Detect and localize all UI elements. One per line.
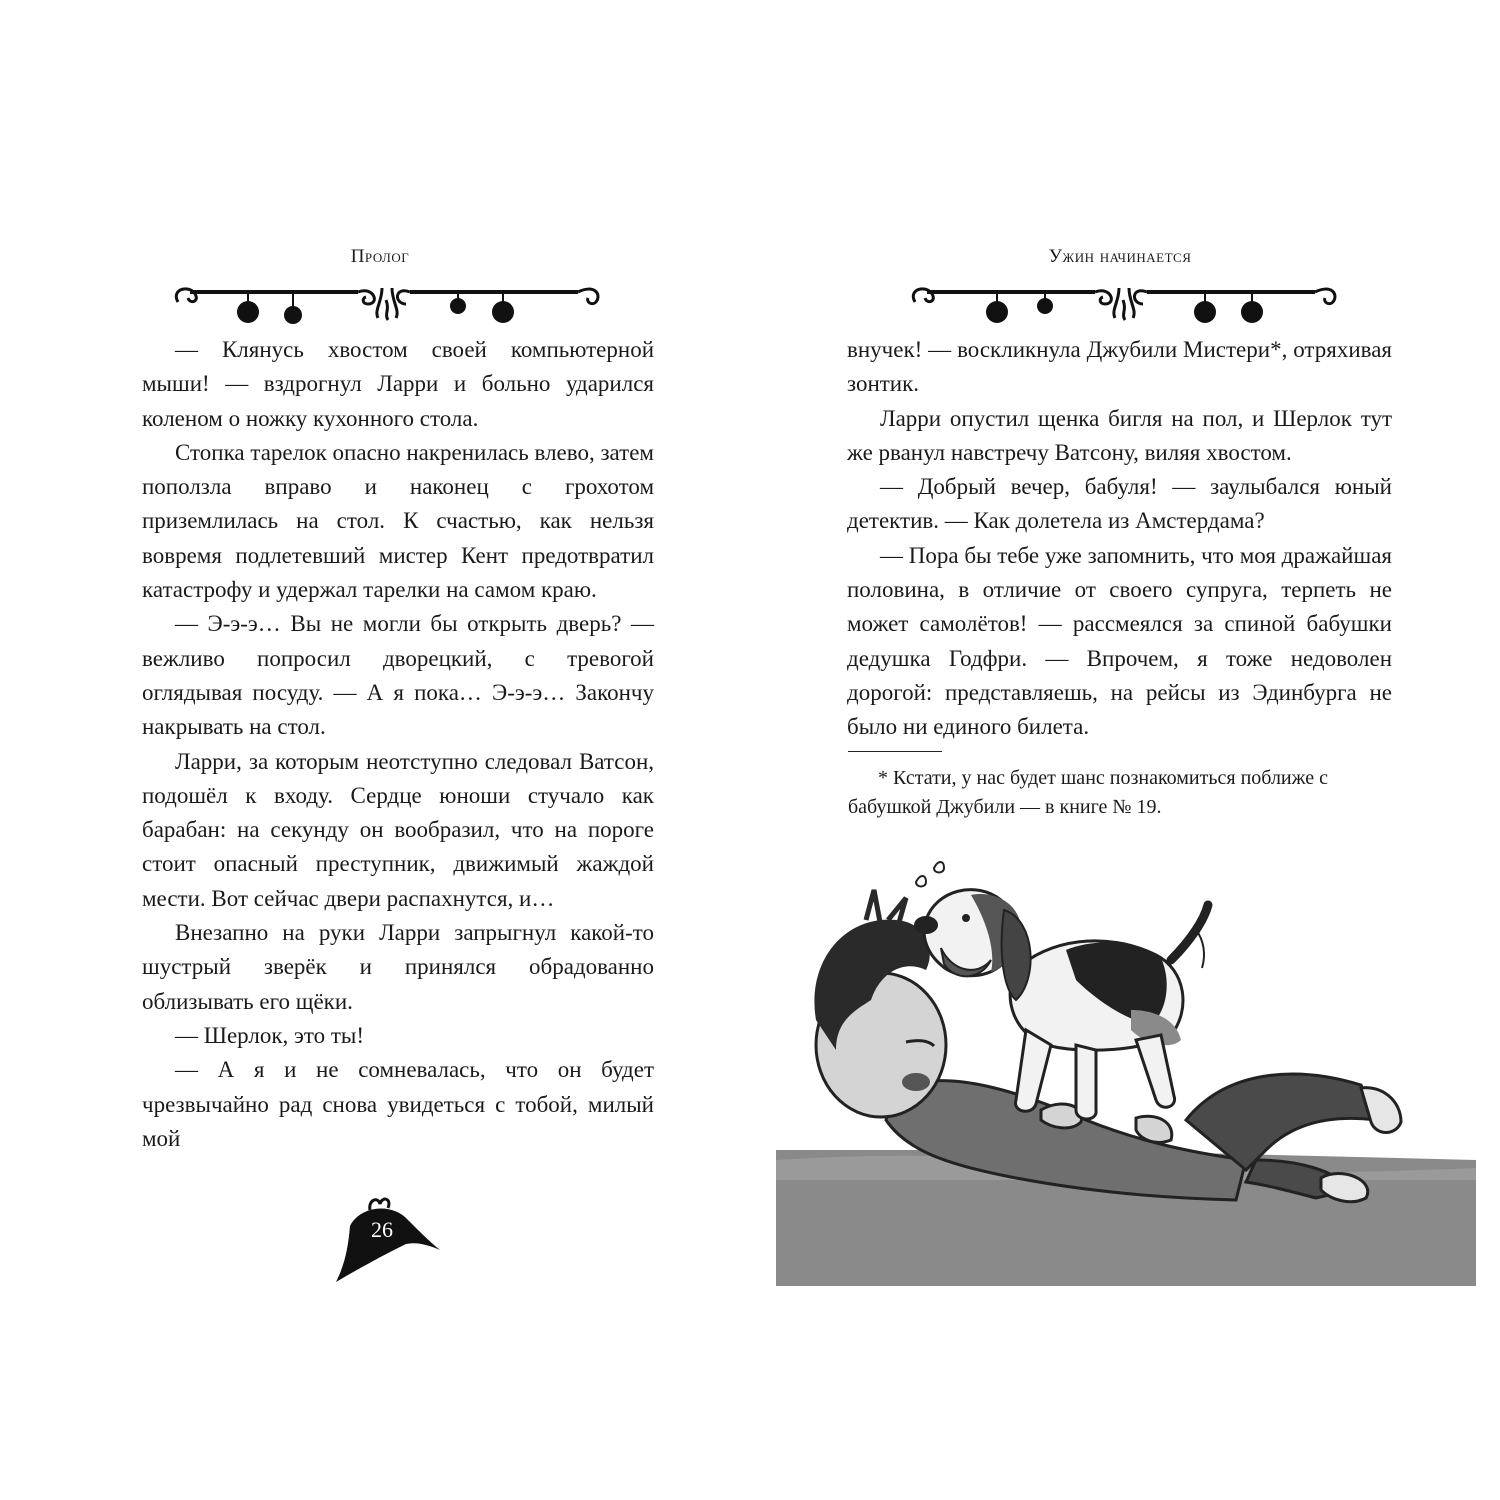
ornament-garland-right-icon [905,280,1345,330]
page-number: 26 [371,1217,393,1242]
paragraph: Ларри опустил щенка бигля на пол, и Шерлок тут же рванул навстречу Ватсону, виляя хвостом. [847,405,1392,465]
paragraph: внучек! — воскликнула Джубили Мистери*, отряхивая зонтик. [847,337,1392,397]
footnote-text: * Кстати, у нас будет шанс познакомиться поближе с бабушкой Джубили — в книге № 19. [848,767,1328,818]
paragraph: Стопка тарелок опасно накренилась влево, затем поползла вправо и наконец с грохотом приземлилась на стол. К счастью, как нельзя вовремя подлетевший мистер Кент предотвратил катастрофу и удержал тарелки на самом краю. [142,439,654,603]
footnote [848,764,1393,822]
paragraph: — Шерлок, это ты! [175,1022,365,1048]
right-body-text [847,333,1392,745]
footnote-rule [848,751,942,752]
boy-and-beagle-illustration [776,860,1476,1286]
paragraph: Внезапно на руки Ларри запрыгнул какой-то шустрый зверёк и принялся обрадованно облизывать его щёки. [142,920,654,1014]
left-body-text [142,333,654,1156]
running-head-right: Ужин начинается [1048,246,1192,267]
paragraph: — Клянусь хвостом своей компьютерной мыши! — вздрогнул Ларри и больно ударился коленом о ножку кухонного стола. [142,337,654,431]
running-head-left: Пролог [350,246,410,267]
paragraph: — Добрый вечер, бабуля! — заулыбался юный детектив. — Как долетела из Амстердама? [847,474,1392,534]
paragraph: — Пора бы тебе уже запомнить, что моя дражайшая половина, в отличие от своего супруга, терпеть не может самолётов! — рассмеялся за спиной бабушки дедушка Годфри. — Впрочем, я тоже недоволен дорогой: представляешь, на рейсы из Эдинбурга не было ни единого билета. [847,542,1392,740]
paragraph: — Э-э-э… Вы не могли бы открыть дверь? — вежливо попросил дворецкий, с тревогой оглядывая посуду. — А я пока… Э-э-э… Закончу накрывать на стол. [142,611,654,740]
paragraph: Ларри, за которым неотступно следовал Ватсон, подошёл к входу. Сердце юноши стучало как барабан: на секунду он вообразил, что на пороге стоит опасный преступник, движимый жаждой мести. Вот сейчас двери распахнутся, и… [142,748,654,911]
ornament-garland-left-icon [168,280,608,330]
paragraph: — А я и не сомневалась, что он будет чрезвычайно рад снова увидеться с тобой, милый мой [142,1057,654,1151]
